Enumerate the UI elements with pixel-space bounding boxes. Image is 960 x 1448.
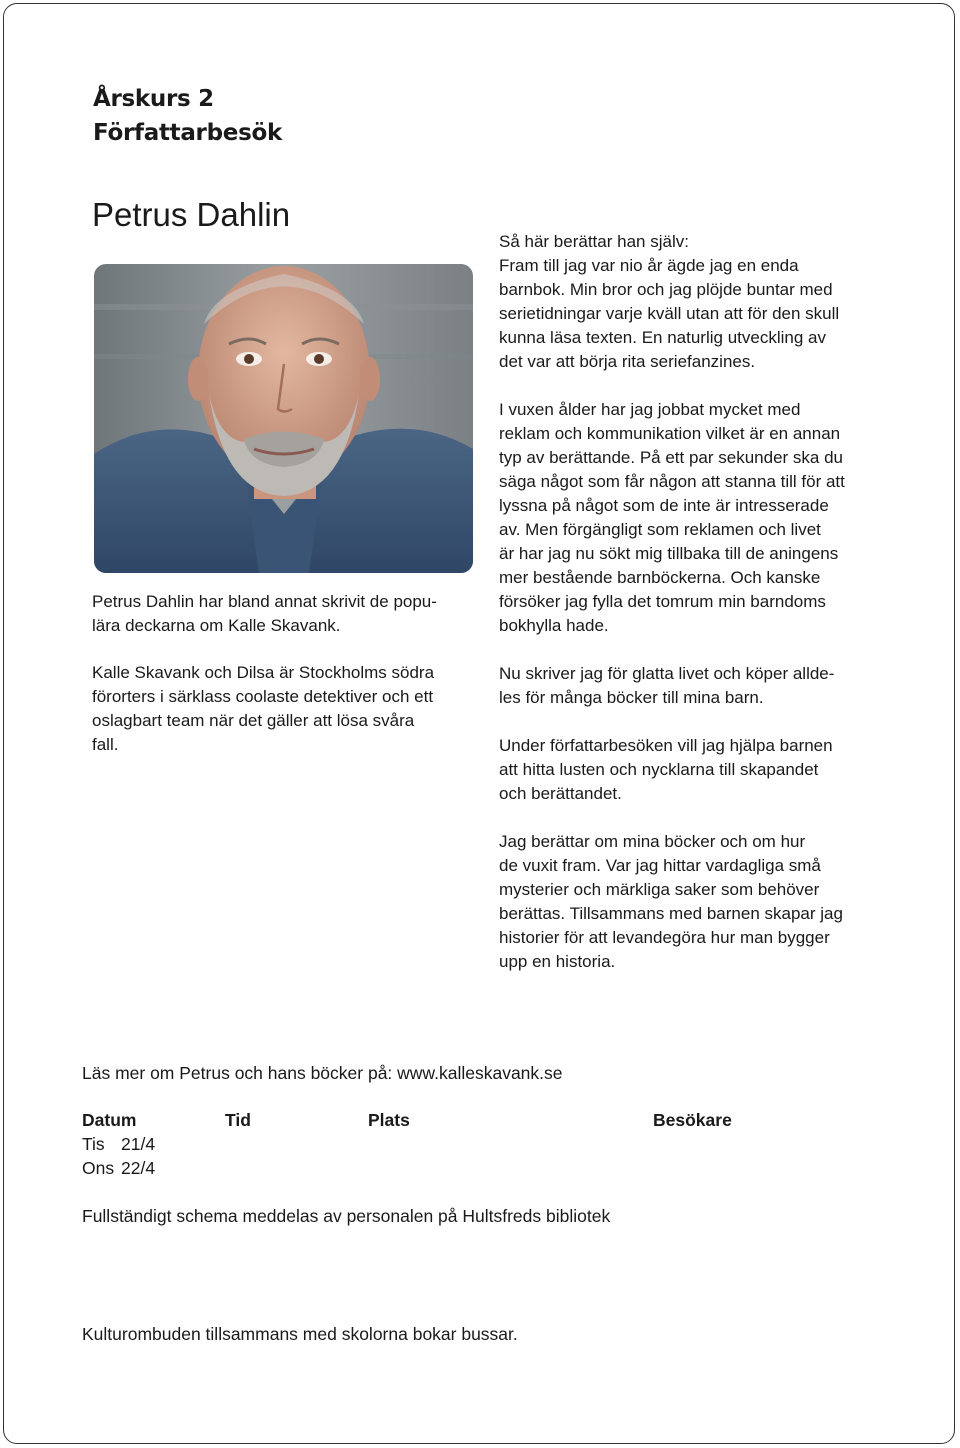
header-place: Plats bbox=[368, 1110, 410, 1130]
footer-note: Kulturombuden tillsammans med skolorna bokar bussar. bbox=[82, 1324, 518, 1344]
intro-paragraph: Petrus Dahlin har bland annat skrivit de popu- lära deckarna om Kalle Skavank. bbox=[92, 592, 437, 635]
header-date: Datum bbox=[82, 1110, 137, 1130]
story-paragraph-4: Under författarbesöken vill jag hjälpa barnen att hitta lusten och nycklarna till skapandet och berättandet. bbox=[499, 736, 833, 803]
schedule-row bbox=[82, 1132, 782, 1156]
story-paragraph-1: Så här berättar han själv: Fram till jag var nio år ägde jag en enda barnbok. Min bror och jag plöjde buntar med serietidningar varje kväll utan att för den skull kunna läsa texten. En naturlig utveckling av det var att börja rita seriefanzines. bbox=[499, 232, 840, 371]
row-day: Ons bbox=[82, 1158, 115, 1178]
header-time: Tid bbox=[225, 1110, 251, 1130]
row-day: Tis bbox=[82, 1134, 105, 1154]
row-date: 21/4 bbox=[121, 1134, 156, 1154]
story-paragraph-2: I vuxen ålder har jag jobbat mycket med reklam och kommunikation vilket är en annan typ av berättande. På ett par sekunder ska du säga något som får någon att stanna till för att lyssna på något som de inte är intresserade av. Men förgängligt som reklamen och livet är har jag nu sökt mig tillbaka till de aningens mer bestående barnböckerna. Och kanske försöker jag fylla det tomrum min barndoms bokhylla hade. bbox=[499, 400, 845, 635]
series-paragraph: Kalle Skavank och Dilsa är Stockholms södra förorters i särklass coolaste detektiver och ett oslagbart team när det gäller att lösa svåra fall. bbox=[92, 663, 435, 754]
row-date: 22/4 bbox=[121, 1158, 156, 1178]
schedule-row bbox=[82, 1156, 782, 1180]
visit-heading: Författarbesök bbox=[93, 120, 282, 146]
author-name: Petrus Dahlin bbox=[92, 196, 291, 233]
read-more-text: Läs mer om Petrus och hans böcker på: www.kalleskavank.se bbox=[82, 1063, 563, 1083]
header-visitors: Besökare bbox=[653, 1110, 732, 1130]
left-column bbox=[92, 590, 482, 780]
schedule-note: Fullständigt schema meddelas av personalen på Hultsfreds bibliotek bbox=[82, 1206, 611, 1226]
story-paragraph-5: Jag berättar om mina böcker och om hur de vuxit fram. Var jag hittar vardagliga små mysterier och märkliga saker som behöver berättas. Tillsammans med barnen skapar jag historier för att levandegöra hur man bygger upp en historia. bbox=[499, 832, 843, 971]
story-paragraph-3: Nu skriver jag för glatta livet och köper allde- les för många böcker till mina barn. bbox=[499, 664, 835, 707]
schedule-header-row bbox=[82, 1108, 782, 1132]
right-column bbox=[499, 230, 899, 998]
grade-heading: Årskurs 2 bbox=[93, 86, 214, 112]
author-photo bbox=[94, 264, 473, 573]
schedule-table bbox=[82, 1108, 782, 1180]
